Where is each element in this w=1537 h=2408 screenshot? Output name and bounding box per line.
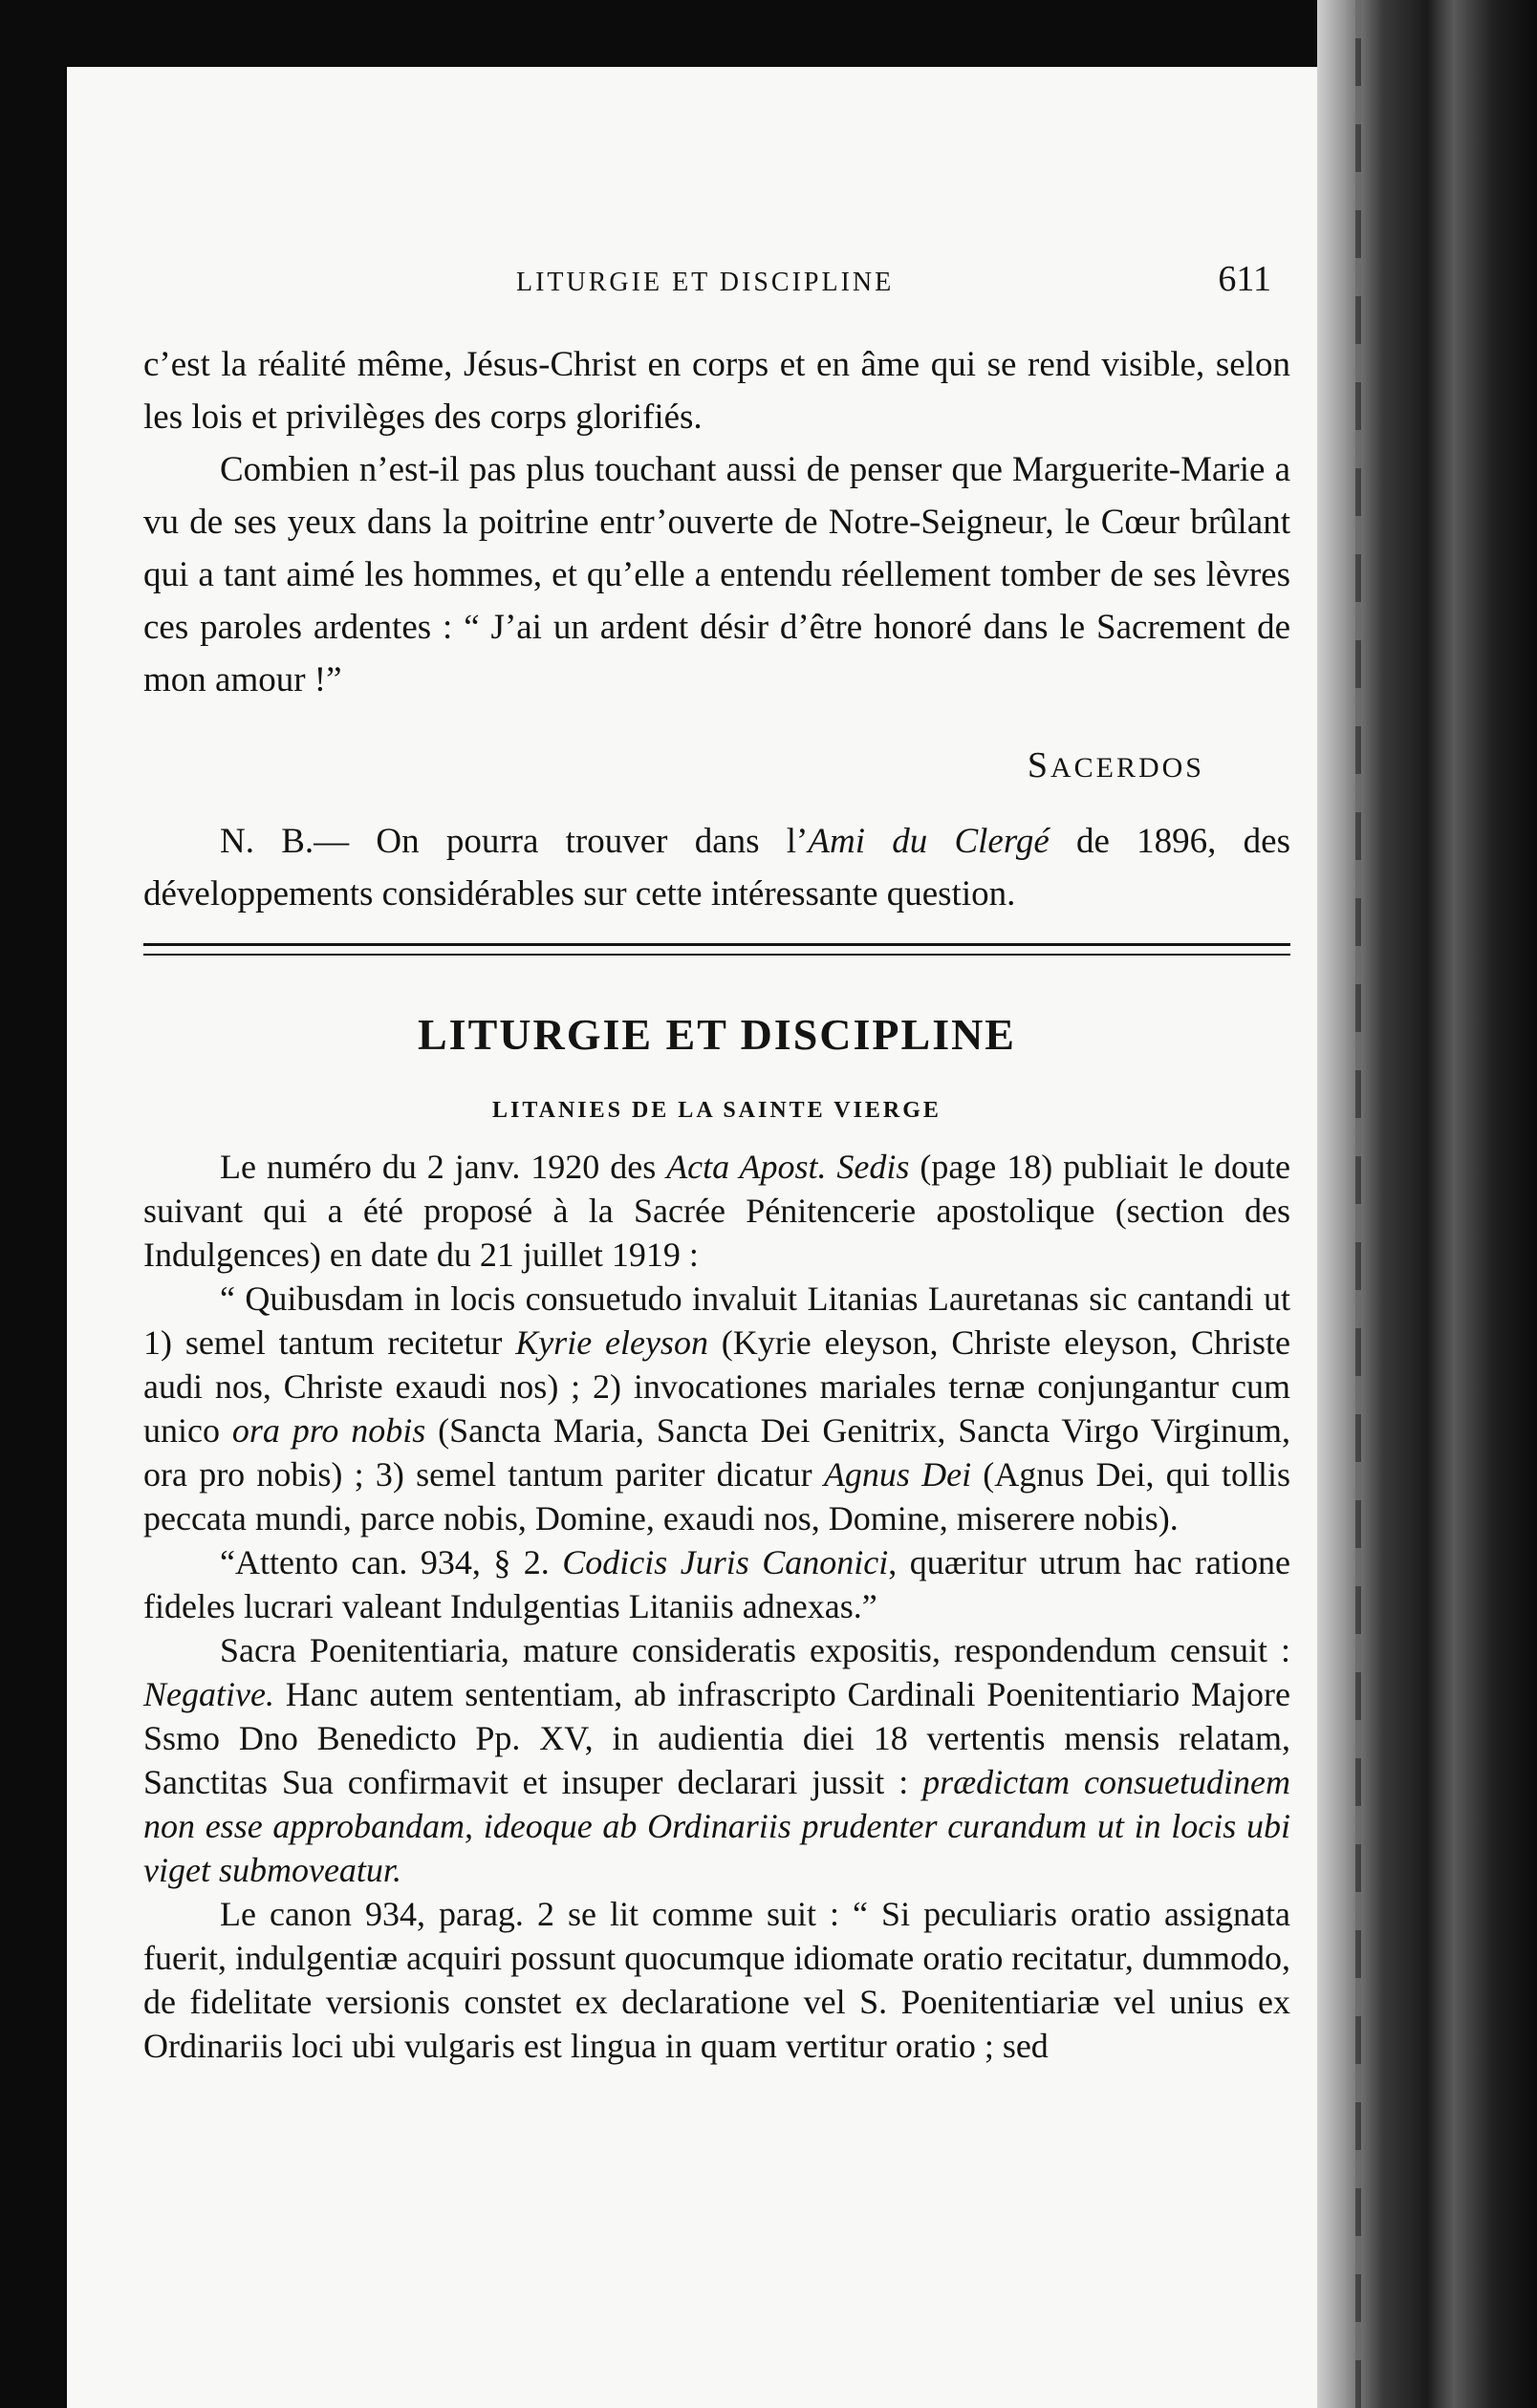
italic-run: prædictam consuetudinem non esse approbandam, ideoque ab Ordinariis prudenter curandum ut in locis ubi viget submoveatur.: [143, 1763, 1291, 1889]
section-title: LITURGIE ET DISCIPLINE: [417, 1010, 1016, 1059]
italic-run: Acta Apost. Sedis: [666, 1148, 910, 1186]
page-number: 611: [1218, 259, 1271, 299]
paragraph-body-3: [143, 1540, 1290, 1628]
italic-run: Codicis Juris Canonici: [562, 1543, 889, 1581]
paragraph-nota-bene: [143, 815, 1290, 920]
text-run: “ Quibusdam in locis consuetudo invaluit Litanias Lauretanas sic cantandi ut 1) semel tantum recitetur: [143, 1279, 1290, 1362]
section-divider: [143, 943, 1290, 956]
scan-border-left: [0, 0, 67, 2408]
running-title: LITURGIE ET DISCIPLINE: [516, 268, 895, 297]
text-run: (Sancta Maria, Sancta Dei Genitrix, Sancta Virgo Virginum, ora pro nobis) ; 3) semel tantum pariter dicatur: [143, 1411, 1290, 1494]
running-header: [516, 258, 1271, 300]
italic-run: Negative.: [143, 1675, 274, 1713]
paragraph-intro-1: c’est la réalité même, Jésus-Christ en corps et en âme qui se rend visible, selon les lois et privilèges des corps glorifiés.: [143, 345, 1290, 437]
signature-rest: ACERDOS: [1050, 752, 1204, 784]
paragraph-body-4: [143, 1628, 1290, 1892]
paragraph-body-1: [143, 1145, 1290, 1277]
text-run: (page 18) publiait le doute suivant qui a été proposé à la Sacrée Pénitencerie apostolique (section des Indulgences) en date du 21 juillet 1919 :: [143, 1148, 1290, 1274]
section-body: [143, 1145, 1290, 2068]
text-run: Hanc autem sententiam, ab infrascripto Cardinali Poenitentiario Majore Ssmo Dno Benedicto Pp. XV, in audientia diei 18 vertentis mensis relatam, Sanctitas Sua confirmavit et insuper declarari jussit :: [143, 1675, 1290, 1801]
italic-run: Kyrie eleyson: [515, 1323, 708, 1362]
text-run: (Agnus Dei, qui tollis peccata mundi, parce nobis, Domine, exaudi nos, Domine, miserere nobis).: [143, 1455, 1290, 1537]
text-run: Sacra Poenitentiaria, mature consideratis expositis, respondendum censuit :: [220, 1631, 1290, 1669]
text-run: Le numéro du 2 janv. 1920 des: [220, 1148, 667, 1186]
italic-run: Agnus Dei: [823, 1455, 972, 1494]
section-subtitle: LITANIES DE LA SAINTE VIERGE: [492, 1098, 942, 1123]
nb-italic: Ami du Clergé: [808, 822, 1050, 861]
book-page: [143, 258, 1290, 2068]
paragraph-body-2: [143, 1277, 1290, 1540]
italic-run: ora pro nobis: [231, 1411, 426, 1450]
text-run: (Kyrie eleyson, Christe eleyson, Christe audi nos, Christe exaudi nos) ; 2) invocationes mariales ternæ conjungantur cum unico: [143, 1323, 1290, 1450]
author-signature: [143, 744, 1204, 786]
book-binding-edge: [1317, 0, 1537, 2408]
text-run: , quæritur utrum hac ratione fideles lucrari valeant Indulgentias Litaniis adnexas.”: [143, 1543, 1291, 1625]
paragraph-body-5: Le canon 934, parag. 2 se lit comme suit : “ Si peculiaris oratio assignata fuerit, indulgentiæ acquiri possunt quocumque idiomate oratio recitatur, dummodo, de fidelitate versionis constet ex declaratione vel S. Poenitentiariæ vel unius ex Ordinariis loci ubi vulgaris est lingua in quam vertitur oratio ; sed: [143, 1895, 1290, 2065]
scan-border-top: [0, 0, 1537, 67]
paragraph-intro-2: Combien n’est-il pas plus touchant aussi de penser que Marguerite-Marie a vu de ses yeux dans la poitrine entr’ouverte de Notre-Seigneur, le Cœur brûlant qui a tant aimé les hommes, et qu’elle a entendu réellement tomber de ses lèvres ces paroles ardentes : “ J’ai un ardent désir d’être honoré dans le Sacrement de mon amour !”: [143, 450, 1290, 699]
text-run: “Attento can. 934, § 2.: [220, 1543, 563, 1581]
nb-prefix: N. B.— On pourra trouver dans l’: [220, 822, 809, 861]
signature-initial: S: [1027, 745, 1050, 785]
nb-suffix: de 1896, des développements considérables sur cette intéressante question.: [143, 822, 1290, 914]
